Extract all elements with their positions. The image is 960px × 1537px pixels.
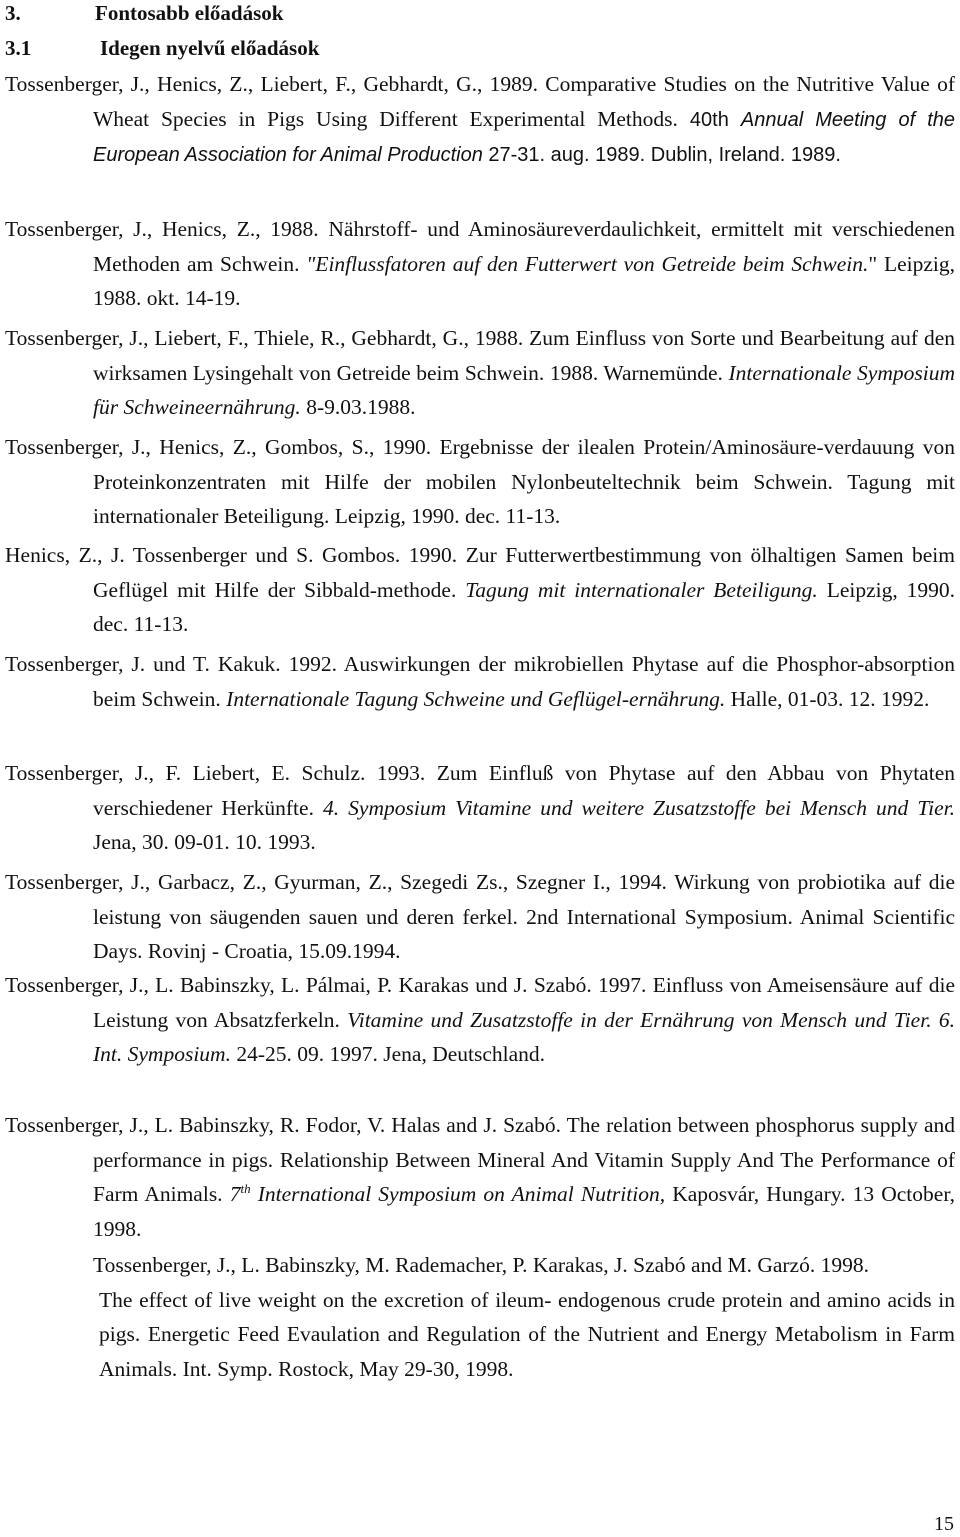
reference-title: Einfluss von Ameisensäure auf die Leistung von Absatzferkeln. bbox=[93, 973, 955, 1032]
reference-venue-details: 24-25. 09. 1997. Jena, Deutschland. bbox=[230, 1042, 546, 1067]
reference-entry bbox=[5, 1248, 955, 1386]
reference-entry bbox=[5, 1108, 955, 1246]
reference-venue-details: Jena, 30. 09-01. 10. 1993. bbox=[93, 830, 316, 855]
reference-authors: Tossenberger, J., Liebert, F., Thiele, R., Gebhardt, G., 1988. bbox=[5, 326, 524, 350]
reference-venue-details: 2nd International Symposium. Animal Scientific Days. Rovinj - Croatia, 15.09.1994. bbox=[93, 904, 956, 964]
reference-authors: Tossenberger, J., Henics, Z., 1988. bbox=[5, 217, 319, 241]
section-number: 3. bbox=[5, 1, 21, 25]
reference-authors: Tossenberger, J., L. Babinszky, M. Rademacher, P. Karakas, J. Szabó and M. Garzó. 1998. bbox=[93, 1253, 869, 1277]
reference-title: Wirkung von probiotika auf die leistung von säugenden sauen und deren ferkel. bbox=[93, 870, 955, 929]
reference-entry bbox=[5, 321, 955, 425]
reference-authors: Tossenberger, J., Henics, Z., Liebert, F., Gebhardt, G., 1989. bbox=[5, 72, 538, 96]
reference-title: Auswirkungen der mikrobiellen Phytase auf die Phosphor-absorption beim Schwein. bbox=[93, 652, 956, 711]
reference-entry bbox=[5, 968, 955, 1072]
reference-entry bbox=[5, 647, 955, 716]
reference-entry bbox=[5, 756, 955, 860]
reference-venue: International Symposium on Animal Nutrition, bbox=[250, 1182, 666, 1207]
reference-venue-ordinal-suffix: th bbox=[240, 1181, 251, 1197]
reference-authors: Tossenberger, J., L. Babinszky, R. Fodor, V. Halas and J. Szabó. bbox=[5, 1113, 562, 1137]
reference-title: Nährstoff- und Aminosäureverdaulichkeit, ermittelt mit verschiedenen Methoden am Schwein. bbox=[93, 217, 955, 276]
reference-venue: Vitamine und Zusatzstoffe in der Ernährung von Mensch und Tier. 6. Int. Symposium. bbox=[93, 1007, 955, 1067]
reference-venue-ordinal: 7 bbox=[222, 1182, 241, 1207]
reference-venue: Annual Meeting of the European Association for Animal Production bbox=[93, 108, 955, 167]
reference-entry bbox=[5, 67, 955, 173]
reference-title: Zum Einfluss von Sorte und Bearbeitung auf den wirksamen Lysingehalt von Getreide beim Schwein. 1988. Warnemünde. bbox=[93, 326, 955, 385]
reference-authors: Henics, Z., J. Tossenberger und S. Gombos. 1990. bbox=[5, 543, 458, 567]
subsection-title: Idegen nyelvű előadások bbox=[100, 36, 320, 60]
reference-title: Ergebnisse der ilealen Protein/Aminosäure-verdauung von Proteinkonzentraten mit Hilfe der mobilen Nylonbeuteltechnik beim Schwein. bbox=[93, 435, 955, 494]
reference-title: The relation between phosphorus supply and performance in pigs. Relationship Between Mineral And Vitamin Supply And The Performance of Farm Animals. bbox=[93, 1113, 955, 1207]
reference-title: Zum Einfluß von Phytase auf den Abbau von Phytaten verschiedener Herkünfte. bbox=[93, 761, 955, 820]
reference-venue-details: Halle, 01-03. 12. 1992. bbox=[725, 686, 930, 711]
reference-venue-details: " Leipzig, 1988. okt. 14-19. bbox=[93, 251, 955, 311]
reference-venue-details: 27-31. aug. 1989. Dublin, Ireland. 1989. bbox=[482, 144, 841, 167]
reference-entry bbox=[5, 865, 955, 969]
reference-body: The effect of live weight on the excretion of ileum- endogenous crude protein and amino acids in pigs. Energetic Feed Evaulation and Regulation of the Nutrient and Energy Metabolism in Farm Animals. Int. Symp. Rostock, May 29-30, 1998. bbox=[99, 1287, 955, 1381]
reference-title: Comparative Studies on the Nutritive Value of Wheat Species in Pigs Using Different Experimental Methods. bbox=[93, 72, 955, 131]
subsection-heading bbox=[5, 35, 319, 61]
reference-authors: Tossenberger, J., Garbacz, Z., Gyurman, Z., Szegedi Zs., Szegner I., 1994. bbox=[5, 870, 667, 894]
reference-authors: Tossenberger, J., F. Liebert, E. Schulz. 1993. bbox=[5, 761, 426, 785]
reference-entry bbox=[5, 430, 955, 534]
reference-authors: Tossenberger, J. und T. Kakuk. 1992. bbox=[5, 652, 337, 676]
reference-venue-details: Kaposvár, Hungary. 13 October, 1998. bbox=[93, 1182, 955, 1241]
reference-venue: Internationale Tagung Schweine und Geflügel-ernährung. bbox=[220, 686, 726, 711]
reference-venue: 4. Symposium Vitamine und weitere Zusatzstoffe bei Mensch und Tier. bbox=[313, 795, 955, 820]
reference-venue-prefix: 40th bbox=[677, 108, 741, 131]
reference-venue-details: 8-9.03.1988. bbox=[300, 395, 416, 420]
reference-venue: Internationale Symposium für Schweineernährung. bbox=[93, 360, 955, 420]
section-title: Fontosabb előadások bbox=[95, 1, 284, 25]
reference-title: Zur Futterwertbestimmung von ölhaltigen Samen beim Geflügel mit Hilfe der Sibbald-methode. bbox=[93, 543, 955, 602]
reference-venue: Tagung mit internationaler Beteiligung. bbox=[456, 577, 818, 602]
reference-entry bbox=[5, 538, 955, 642]
reference-venue-details: Leipzig, 1990. dec. 11-13. bbox=[93, 577, 955, 637]
section-heading bbox=[5, 0, 283, 26]
reference-venue: "Einflussfatoren auf den Futterwert von Getreide beim Schwein. bbox=[299, 251, 869, 276]
reference-venue-details: Tagung mit internationaler Beteiligung. Leipzig, 1990. dec. 11-13. bbox=[93, 469, 955, 529]
reference-authors: Tossenberger, J., Henics, Z., Gombos, S., 1990. bbox=[5, 435, 432, 459]
page-number: 15 bbox=[934, 1513, 954, 1535]
reference-entry bbox=[5, 212, 955, 316]
subsection-number: 3.1 bbox=[5, 36, 32, 60]
reference-authors: Tossenberger, J., L. Babinszky, L. Pálmai, P. Karakas und J. Szabó. 1997. bbox=[5, 973, 647, 997]
